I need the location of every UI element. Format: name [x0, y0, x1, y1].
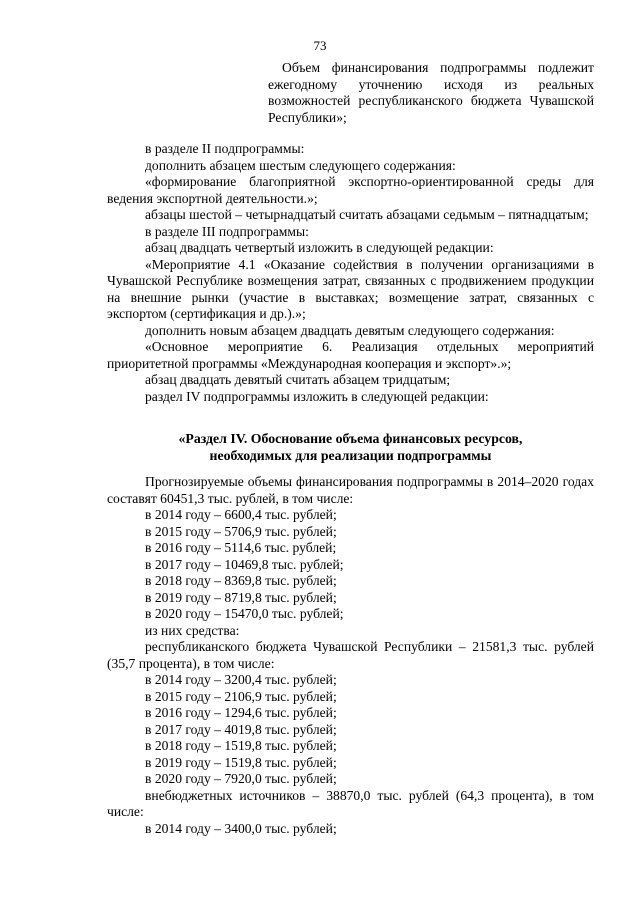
- heading-line: «Раздел IV. Обоснование объема финансовых ресурсов,: [178, 431, 523, 446]
- list-item: в 2019 году – 8719,8 тыс. рублей;: [145, 589, 337, 605]
- paragraph: из них средства:: [145, 622, 240, 638]
- heading-line: необходимых для реализации подпрограммы: [209, 448, 492, 463]
- paragraph: внебюджетных источников – 38870,0 тыс. рублей (64,3 процента), в том числе:: [107, 787, 594, 819]
- paragraph: в разделе II подпрограммы:: [145, 141, 305, 156]
- list-item: в 2016 году – 1294,6 тыс. рублей;: [145, 705, 337, 720]
- paragraph: «Основное мероприятие 6. Реализация отдельных мероприятий приоритетной программы «Международная кооперация и экспорт».»;: [107, 339, 594, 371]
- paragraph: раздел IV подпрограммы изложить в следующей редакции:: [145, 388, 489, 404]
- list-item: в 2017 году – 4019,8 тыс. рублей;: [145, 721, 337, 737]
- paragraph: абзац двадцать четвертый изложить в следующей редакции:: [145, 240, 494, 255]
- list-item: в 2020 году – 7920,0 тыс. рублей;: [145, 771, 337, 786]
- paragraph: «Мероприятие 4.1 «Оказание содействия в получении организациями в Чувашской Республике возмещения затрат, связанных с продвижением продукции на внешние рынки (участие в выставках; возмещение затрат, связанных с экспортом (сертификация и др.).»;: [107, 256, 594, 321]
- list-item: в 2016 году – 5114,6 тыс. рублей;: [145, 540, 337, 555]
- paragraph: абзац двадцать девятый считать абзацем тридцатым;: [145, 372, 451, 387]
- paragraph: абзацы шестой – четырнадцатый считать абзацами седьмым – пятнадцатым;: [145, 207, 589, 222]
- section-heading: [107, 430, 594, 464]
- paragraph: «формирование благоприятной экспортно-ориентированной среды для ведения экспортной деятельности.»;: [107, 174, 594, 206]
- list-item: в 2014 году – 6600,4 тыс. рублей;: [145, 507, 337, 522]
- amendments-text: [107, 141, 594, 405]
- quote-block: [268, 60, 594, 127]
- quote-paragraph: Объем финансирования подпрограммы подлежит ежегодному уточнению исходя из реальных возможностей республиканского бюджета Чувашской Республики»;: [268, 60, 594, 126]
- paragraph: дополнить новым абзацем двадцать девятым следующего содержания:: [145, 322, 555, 338]
- list-item: в 2018 году – 1519,8 тыс. рублей;: [145, 738, 337, 753]
- list-item: в 2017 году – 10469,8 тыс. рублей;: [145, 556, 344, 572]
- list-item: в 2018 году – 8369,8 тыс. рублей;: [145, 573, 337, 588]
- paragraph: дополнить абзацем шестым следующего содержания:: [145, 157, 456, 173]
- financing-text: [107, 474, 594, 837]
- list-item: в 2020 году – 15470,0 тыс. рублей;: [145, 606, 344, 621]
- list-item: в 2015 году – 5706,9 тыс. рублей;: [145, 523, 337, 539]
- list-item: в 2014 году – 3400,0 тыс. рублей;: [145, 820, 337, 836]
- list-item: в 2019 году – 1519,8 тыс. рублей;: [145, 754, 337, 770]
- list-item: в 2014 году – 3200,4 тыс. рублей;: [145, 672, 337, 687]
- paragraph: Прогнозируемые объемы финансирования подпрограммы в 2014–2020 годах составят 60451,3 тыс. рублей, в том числе:: [107, 474, 594, 506]
- paragraph: в разделе III подпрограммы:: [145, 223, 309, 239]
- page-number: 73: [313, 38, 327, 53]
- paragraph: республиканского бюджета Чувашской Республики – 21581,3 тыс. рублей (35,7 процента), в том числе:: [107, 639, 594, 671]
- list-item: в 2015 году – 2106,9 тыс. рублей;: [145, 688, 337, 704]
